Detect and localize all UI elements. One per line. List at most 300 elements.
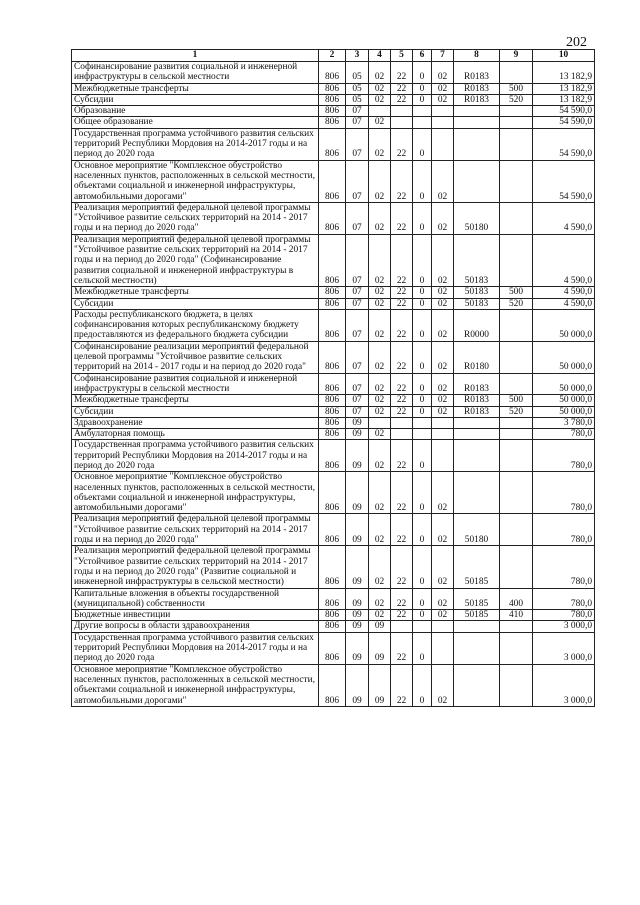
column-header-6: 6 bbox=[413, 50, 432, 62]
subprogram-cell bbox=[413, 429, 432, 440]
amount-cell: 780,0 bbox=[533, 610, 595, 621]
item-name-cell: Софинансирование развития социальной и инженерной инфраструктуры в сельской местности bbox=[72, 62, 319, 84]
amount-cell: 50 000,0 bbox=[533, 395, 595, 406]
activity-cell: 02 bbox=[432, 406, 454, 417]
activity-cell: 02 bbox=[432, 514, 454, 546]
activity-cell: 02 bbox=[432, 202, 454, 234]
ministry-code-cell: 806 bbox=[319, 472, 346, 514]
subprogram-cell: 0 bbox=[413, 588, 432, 610]
ministry-code-cell: 806 bbox=[319, 287, 346, 298]
ministry-code-cell: 806 bbox=[319, 94, 346, 105]
expense-type-cell bbox=[500, 472, 533, 514]
amount-cell: 13 182,9 bbox=[533, 62, 595, 84]
column-header-4: 4 bbox=[369, 50, 391, 62]
page-number: 202 bbox=[566, 35, 587, 50]
subprogram-cell bbox=[413, 117, 432, 128]
section-cell: 07 bbox=[346, 160, 369, 202]
activity-cell: 02 bbox=[432, 309, 454, 341]
amount-cell: 54 590,0 bbox=[533, 106, 595, 117]
item-name-cell: Субсидии bbox=[72, 298, 319, 309]
table-row bbox=[72, 160, 595, 202]
section-cell: 05 bbox=[346, 62, 369, 84]
direction-cell: R0183 bbox=[454, 406, 500, 417]
program-cell: 22 bbox=[391, 287, 413, 298]
ministry-code-cell: 806 bbox=[319, 395, 346, 406]
subsection-cell: 02 bbox=[369, 610, 391, 621]
item-name-cell: Государственная программа устойчивого развития сельских территорий Республики Мордовия на 2014-2017 годы и на период до 2020 года bbox=[72, 128, 319, 160]
program-cell: 22 bbox=[391, 373, 413, 395]
program-cell: 22 bbox=[391, 632, 413, 664]
amount-cell: 50 000,0 bbox=[533, 341, 595, 373]
item-name-cell: Общее образование bbox=[72, 117, 319, 128]
expense-type-cell bbox=[500, 546, 533, 588]
section-cell: 09 bbox=[346, 546, 369, 588]
program-cell: 22 bbox=[391, 546, 413, 588]
subprogram-cell: 0 bbox=[413, 62, 432, 84]
subprogram-cell: 0 bbox=[413, 160, 432, 202]
direction-cell bbox=[454, 160, 500, 202]
subprogram-cell bbox=[413, 417, 432, 428]
activity-cell bbox=[432, 440, 454, 472]
activity-cell: 02 bbox=[432, 160, 454, 202]
section-cell: 07 bbox=[346, 373, 369, 395]
section-cell: 07 bbox=[346, 202, 369, 234]
amount-cell: 50 000,0 bbox=[533, 373, 595, 395]
direction-cell: R0183 bbox=[454, 83, 500, 94]
amount-cell: 54 590,0 bbox=[533, 117, 595, 128]
subsection-cell: 02 bbox=[369, 234, 391, 286]
budget-table bbox=[71, 49, 595, 707]
program-cell bbox=[391, 621, 413, 632]
ministry-code-cell: 806 bbox=[319, 429, 346, 440]
column-header-2: 2 bbox=[319, 50, 346, 62]
table-row bbox=[72, 417, 595, 428]
item-name-cell: Основное мероприятие "Комплексное обустройство населенных пунктов, расположенных в сельской местности, объектами социальной и инженерной инфраструктуры, автомобильными дорогами" bbox=[72, 160, 319, 202]
subprogram-cell: 0 bbox=[413, 202, 432, 234]
direction-cell bbox=[454, 128, 500, 160]
direction-cell: R0183 bbox=[454, 373, 500, 395]
amount-cell: 54 590,0 bbox=[533, 160, 595, 202]
subprogram-cell: 0 bbox=[413, 546, 432, 588]
item-name-cell: Другие вопросы в области здравоохранения bbox=[72, 621, 319, 632]
ministry-code-cell: 806 bbox=[319, 83, 346, 94]
subprogram-cell: 0 bbox=[413, 406, 432, 417]
column-header-9: 9 bbox=[500, 50, 533, 62]
table-row bbox=[72, 341, 595, 373]
ministry-code-cell: 806 bbox=[319, 417, 346, 428]
amount-cell: 780,0 bbox=[533, 514, 595, 546]
section-cell: 09 bbox=[346, 440, 369, 472]
activity-cell bbox=[432, 621, 454, 632]
program-cell: 22 bbox=[391, 341, 413, 373]
table-body bbox=[72, 62, 595, 707]
direction-cell bbox=[454, 472, 500, 514]
amount-cell: 3 000,0 bbox=[533, 664, 595, 706]
table-row bbox=[72, 202, 595, 234]
ministry-code-cell: 806 bbox=[319, 106, 346, 117]
subprogram-cell bbox=[413, 106, 432, 117]
subprogram-cell: 0 bbox=[413, 632, 432, 664]
subprogram-cell: 0 bbox=[413, 298, 432, 309]
column-header-3: 3 bbox=[346, 50, 369, 62]
direction-cell: 50180 bbox=[454, 514, 500, 546]
subsection-cell: 02 bbox=[369, 429, 391, 440]
expense-type-cell bbox=[500, 341, 533, 373]
amount-cell: 50 000,0 bbox=[533, 309, 595, 341]
section-cell: 07 bbox=[346, 298, 369, 309]
direction-cell: 50180 bbox=[454, 202, 500, 234]
program-cell: 22 bbox=[391, 440, 413, 472]
program-cell: 22 bbox=[391, 160, 413, 202]
item-name-cell: Расходы республиканского бюджета, в целях софинансирования которых республиканскому бюджету предоставляются из федерального бюджета субсидии bbox=[72, 309, 319, 341]
subsection-cell: 02 bbox=[369, 202, 391, 234]
subsection-cell: 02 bbox=[369, 395, 391, 406]
program-cell: 22 bbox=[391, 395, 413, 406]
table-row bbox=[72, 610, 595, 621]
subprogram-cell: 0 bbox=[413, 234, 432, 286]
column-header-1: 1 bbox=[72, 50, 319, 62]
subsection-cell: 02 bbox=[369, 309, 391, 341]
amount-cell: 54 590,0 bbox=[533, 128, 595, 160]
item-name-cell: Основное мероприятие "Комплексное обустройство населенных пунктов, расположенных в сельской местности, объектами социальной и инженерной инфраструктуры, автомобильными дорогами" bbox=[72, 664, 319, 706]
item-name-cell: Бюджетные инвестиции bbox=[72, 610, 319, 621]
program-cell: 22 bbox=[391, 298, 413, 309]
expense-type-cell bbox=[500, 621, 533, 632]
direction-cell: 50185 bbox=[454, 546, 500, 588]
activity-cell: 02 bbox=[432, 83, 454, 94]
subsection-cell bbox=[369, 106, 391, 117]
subsection-cell: 02 bbox=[369, 287, 391, 298]
item-name-cell: Государственная программа устойчивого развития сельских территорий Республики Мордовия на 2014-2017 годы и на период до 2020 года bbox=[72, 632, 319, 664]
amount-cell: 4 590,0 bbox=[533, 234, 595, 286]
amount-cell: 50 000,0 bbox=[533, 406, 595, 417]
expense-type-cell: 520 bbox=[500, 94, 533, 105]
subsection-cell: 02 bbox=[369, 94, 391, 105]
table-row bbox=[72, 373, 595, 395]
item-name-cell: Амбулаторная помощь bbox=[72, 429, 319, 440]
section-cell: 09 bbox=[346, 472, 369, 514]
subsection-cell: 02 bbox=[369, 373, 391, 395]
amount-cell: 13 182,9 bbox=[533, 94, 595, 105]
item-name-cell: Софинансирование реализации мероприятий федеральной целевой программы "Устойчивое развитие сельских территорий на 2014 - 2017 годы и на период до 2020 года" bbox=[72, 341, 319, 373]
expense-type-cell bbox=[500, 632, 533, 664]
subprogram-cell: 0 bbox=[413, 373, 432, 395]
section-cell: 09 bbox=[346, 610, 369, 621]
direction-cell: R0183 bbox=[454, 94, 500, 105]
section-cell: 07 bbox=[346, 341, 369, 373]
section-cell: 09 bbox=[346, 621, 369, 632]
activity-cell: 02 bbox=[432, 341, 454, 373]
program-cell: 22 bbox=[391, 588, 413, 610]
program-cell: 22 bbox=[391, 472, 413, 514]
expense-type-cell: 410 bbox=[500, 610, 533, 621]
section-cell: 09 bbox=[346, 514, 369, 546]
amount-cell: 780,0 bbox=[533, 472, 595, 514]
item-name-cell: Реализация мероприятий федеральной целевой программы "Устойчивое развитие сельских территорий на 2014 - 2017 годы и на период до 2020 года" bbox=[72, 514, 319, 546]
subprogram-cell: 0 bbox=[413, 664, 432, 706]
table-row bbox=[72, 309, 595, 341]
expense-type-cell bbox=[500, 440, 533, 472]
ministry-code-cell: 806 bbox=[319, 406, 346, 417]
expense-type-cell bbox=[500, 309, 533, 341]
amount-cell: 4 590,0 bbox=[533, 287, 595, 298]
program-cell: 22 bbox=[391, 664, 413, 706]
direction-cell bbox=[454, 664, 500, 706]
direction-cell bbox=[454, 621, 500, 632]
activity-cell: 02 bbox=[432, 234, 454, 286]
table-row bbox=[72, 546, 595, 588]
expense-type-cell bbox=[500, 106, 533, 117]
column-header-5: 5 bbox=[391, 50, 413, 62]
direction-cell: 50183 bbox=[454, 298, 500, 309]
expense-type-cell bbox=[500, 117, 533, 128]
expense-type-cell bbox=[500, 664, 533, 706]
direction-cell: 50185 bbox=[454, 588, 500, 610]
section-cell: 09 bbox=[346, 664, 369, 706]
item-name-cell: Образование bbox=[72, 106, 319, 117]
item-name-cell: Межбюджетные трансферты bbox=[72, 287, 319, 298]
direction-cell: 50183 bbox=[454, 287, 500, 298]
subprogram-cell: 0 bbox=[413, 514, 432, 546]
table-row bbox=[72, 106, 595, 117]
ministry-code-cell: 806 bbox=[319, 514, 346, 546]
ministry-code-cell: 806 bbox=[319, 202, 346, 234]
expense-type-cell: 520 bbox=[500, 406, 533, 417]
expense-type-cell: 500 bbox=[500, 83, 533, 94]
expense-type-cell bbox=[500, 128, 533, 160]
subsection-cell: 02 bbox=[369, 406, 391, 417]
section-cell: 07 bbox=[346, 234, 369, 286]
subsection-cell: 02 bbox=[369, 128, 391, 160]
table-row bbox=[72, 298, 595, 309]
activity-cell: 02 bbox=[432, 546, 454, 588]
ministry-code-cell: 806 bbox=[319, 373, 346, 395]
program-cell bbox=[391, 417, 413, 428]
program-cell: 22 bbox=[391, 83, 413, 94]
subprogram-cell: 0 bbox=[413, 472, 432, 514]
direction-cell: 50185 bbox=[454, 610, 500, 621]
ministry-code-cell: 806 bbox=[319, 341, 346, 373]
column-header-8: 8 bbox=[454, 50, 500, 62]
program-cell bbox=[391, 429, 413, 440]
activity-cell: 02 bbox=[432, 395, 454, 406]
subprogram-cell: 0 bbox=[413, 395, 432, 406]
table-row bbox=[72, 440, 595, 472]
column-header-7: 7 bbox=[432, 50, 454, 62]
subsection-cell: 02 bbox=[369, 83, 391, 94]
table-row bbox=[72, 664, 595, 706]
ministry-code-cell: 806 bbox=[319, 632, 346, 664]
activity-cell: 02 bbox=[432, 373, 454, 395]
amount-cell: 4 590,0 bbox=[533, 202, 595, 234]
activity-cell: 02 bbox=[432, 472, 454, 514]
amount-cell: 13 182,9 bbox=[533, 83, 595, 94]
program-cell: 22 bbox=[391, 128, 413, 160]
activity-cell: 02 bbox=[432, 588, 454, 610]
ministry-code-cell: 806 bbox=[319, 309, 346, 341]
item-name-cell: Реализация мероприятий федеральной целевой программы "Устойчивое развитие сельских территорий на 2014 - 2017 годы и на период до 2020 года" (Софинансирование развития социальной и инженерной инфраструктуры в сельской местности) bbox=[72, 234, 319, 286]
subprogram-cell: 0 bbox=[413, 440, 432, 472]
program-cell: 22 bbox=[391, 406, 413, 417]
expense-type-cell bbox=[500, 429, 533, 440]
subsection-cell bbox=[369, 417, 391, 428]
amount-cell: 780,0 bbox=[533, 440, 595, 472]
subsection-cell: 09 bbox=[369, 664, 391, 706]
subsection-cell: 02 bbox=[369, 117, 391, 128]
subsection-cell: 02 bbox=[369, 298, 391, 309]
ministry-code-cell: 806 bbox=[319, 621, 346, 632]
ministry-code-cell: 806 bbox=[319, 160, 346, 202]
direction-cell: R0000 bbox=[454, 309, 500, 341]
activity-cell bbox=[432, 632, 454, 664]
table-row bbox=[72, 472, 595, 514]
direction-cell bbox=[454, 417, 500, 428]
amount-cell: 780,0 bbox=[533, 429, 595, 440]
ministry-code-cell: 806 bbox=[319, 234, 346, 286]
table-row bbox=[72, 588, 595, 610]
expense-type-cell bbox=[500, 202, 533, 234]
table-row bbox=[72, 128, 595, 160]
table-row bbox=[72, 621, 595, 632]
subsection-cell: 02 bbox=[369, 62, 391, 84]
ministry-code-cell: 806 bbox=[319, 440, 346, 472]
table-row bbox=[72, 117, 595, 128]
direction-cell: R0183 bbox=[454, 395, 500, 406]
subprogram-cell: 0 bbox=[413, 83, 432, 94]
activity-cell: 02 bbox=[432, 62, 454, 84]
item-name-cell: Капитальные вложения в объекты государственной (муниципальной) собственности bbox=[72, 588, 319, 610]
subsection-cell: 09 bbox=[369, 632, 391, 664]
expense-type-cell: 500 bbox=[500, 395, 533, 406]
expense-type-cell: 400 bbox=[500, 588, 533, 610]
section-cell: 07 bbox=[346, 395, 369, 406]
subsection-cell: 02 bbox=[369, 160, 391, 202]
activity-cell bbox=[432, 117, 454, 128]
item-name-cell: Межбюджетные трансферты bbox=[72, 395, 319, 406]
section-cell: 05 bbox=[346, 94, 369, 105]
ministry-code-cell: 806 bbox=[319, 610, 346, 621]
table-row bbox=[72, 406, 595, 417]
amount-cell: 4 590,0 bbox=[533, 298, 595, 309]
ministry-code-cell: 806 bbox=[319, 128, 346, 160]
section-cell: 09 bbox=[346, 588, 369, 610]
expense-type-cell bbox=[500, 160, 533, 202]
subsection-cell: 02 bbox=[369, 341, 391, 373]
direction-cell bbox=[454, 632, 500, 664]
program-cell bbox=[391, 106, 413, 117]
item-name-cell: Софинансирование развития социальной и инженерной инфраструктуры в сельской местности bbox=[72, 373, 319, 395]
section-cell: 09 bbox=[346, 429, 369, 440]
activity-cell: 02 bbox=[432, 287, 454, 298]
item-name-cell: Основное мероприятие "Комплексное обустройство населенных пунктов, расположенных в сельской местности, объектами социальной и инженерной инфраструктуры, автомобильными дорогами" bbox=[72, 472, 319, 514]
section-cell: 05 bbox=[346, 83, 369, 94]
direction-cell bbox=[454, 106, 500, 117]
subsection-cell: 02 bbox=[369, 440, 391, 472]
table-row bbox=[72, 514, 595, 546]
direction-cell: R0183 bbox=[454, 62, 500, 84]
subprogram-cell: 0 bbox=[413, 309, 432, 341]
program-cell: 22 bbox=[391, 94, 413, 105]
table-row bbox=[72, 62, 595, 84]
ministry-code-cell: 806 bbox=[319, 298, 346, 309]
section-cell: 07 bbox=[346, 128, 369, 160]
item-name-cell: Государственная программа устойчивого развития сельских территорий Республики Мордовия на 2014-2017 годы и на период до 2020 года bbox=[72, 440, 319, 472]
subprogram-cell: 0 bbox=[413, 94, 432, 105]
program-cell: 22 bbox=[391, 62, 413, 84]
subprogram-cell: 0 bbox=[413, 287, 432, 298]
direction-cell: R0180 bbox=[454, 341, 500, 373]
activity-cell bbox=[432, 417, 454, 428]
activity-cell: 02 bbox=[432, 610, 454, 621]
ministry-code-cell: 806 bbox=[319, 664, 346, 706]
program-cell: 22 bbox=[391, 309, 413, 341]
activity-cell bbox=[432, 429, 454, 440]
direction-cell bbox=[454, 429, 500, 440]
amount-cell: 3 000,0 bbox=[533, 621, 595, 632]
subsection-cell: 02 bbox=[369, 514, 391, 546]
activity-cell: 02 bbox=[432, 298, 454, 309]
subprogram-cell: 0 bbox=[413, 128, 432, 160]
item-name-cell: Реализация мероприятий федеральной целевой программы "Устойчивое развитие сельских территорий на 2014 - 2017 годы и на период до 2020 года" bbox=[72, 202, 319, 234]
expense-type-cell bbox=[500, 514, 533, 546]
direction-cell bbox=[454, 117, 500, 128]
expense-type-cell bbox=[500, 417, 533, 428]
column-header-10: 10 bbox=[533, 50, 595, 62]
expense-type-cell: 500 bbox=[500, 287, 533, 298]
table-row bbox=[72, 94, 595, 105]
subprogram-cell: 0 bbox=[413, 341, 432, 373]
activity-cell: 02 bbox=[432, 664, 454, 706]
item-name-cell: Субсидии bbox=[72, 94, 319, 105]
subprogram-cell: 0 bbox=[413, 610, 432, 621]
subsection-cell: 09 bbox=[369, 621, 391, 632]
section-cell: 09 bbox=[346, 417, 369, 428]
table-row bbox=[72, 234, 595, 286]
subsection-cell: 02 bbox=[369, 472, 391, 514]
program-cell: 22 bbox=[391, 202, 413, 234]
amount-cell: 3 780,0 bbox=[533, 417, 595, 428]
table-row bbox=[72, 632, 595, 664]
section-cell: 07 bbox=[346, 406, 369, 417]
section-cell: 09 bbox=[346, 632, 369, 664]
ministry-code-cell: 806 bbox=[319, 117, 346, 128]
program-cell: 22 bbox=[391, 514, 413, 546]
table-row bbox=[72, 287, 595, 298]
table-row bbox=[72, 429, 595, 440]
item-name-cell: Реализация мероприятий федеральной целевой программы "Устойчивое развитие сельских территорий на 2014 - 2017 годы и на период до 2020 года" (Развитие социальной и инженерной инфраструктуры в сельской местности) bbox=[72, 546, 319, 588]
table-row bbox=[72, 395, 595, 406]
table-row bbox=[72, 83, 595, 94]
subprogram-cell bbox=[413, 621, 432, 632]
expense-type-cell bbox=[500, 62, 533, 84]
program-cell: 22 bbox=[391, 610, 413, 621]
section-cell: 07 bbox=[346, 117, 369, 128]
expense-type-cell bbox=[500, 234, 533, 286]
activity-cell bbox=[432, 106, 454, 117]
direction-cell bbox=[454, 440, 500, 472]
activity-cell bbox=[432, 128, 454, 160]
program-cell: 22 bbox=[391, 234, 413, 286]
amount-cell: 780,0 bbox=[533, 546, 595, 588]
section-cell: 07 bbox=[346, 287, 369, 298]
section-cell: 07 bbox=[346, 309, 369, 341]
expense-type-cell bbox=[500, 373, 533, 395]
ministry-code-cell: 806 bbox=[319, 546, 346, 588]
activity-cell: 02 bbox=[432, 94, 454, 105]
header-row bbox=[72, 50, 595, 62]
amount-cell: 3 000,0 bbox=[533, 632, 595, 664]
ministry-code-cell: 806 bbox=[319, 588, 346, 610]
